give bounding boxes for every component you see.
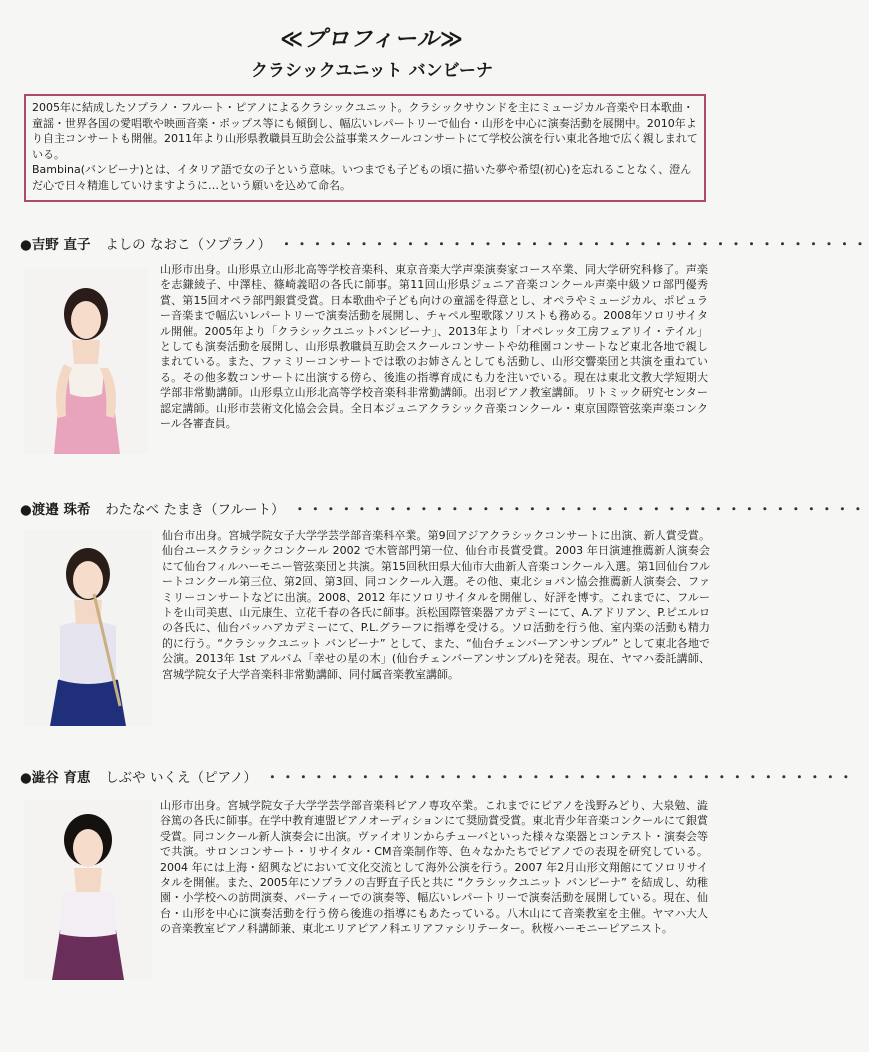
photo-piano xyxy=(24,800,152,980)
member-name: ●渡邉 珠希 xyxy=(20,502,91,518)
member-reading: わたなべ たまき（フルート） xyxy=(105,502,285,518)
page-title: ≪プロフィール≫ xyxy=(280,27,464,52)
member-reading: しぶや いくえ（ピアノ） xyxy=(105,770,257,786)
heading-dots: ・・・・・・・・・・・・・・・・・・・・・・・・・・・・・・・・・・・・・ xyxy=(293,502,867,518)
heading-dots: ・・・・・・・・・・・・・・・・・・・・・・・・・・・・・・・・・・・・・・ xyxy=(279,237,869,253)
intro-box xyxy=(24,94,706,202)
bio-watanabe: 仙台市出身。宮城学院女子大学学芸学部音楽科卒業。第9回アジアクラシックコンサートに出演、新人賞受賞。仙台ユースクラシックコンクール 2002 で木管部門第一位、仙台市長賞受賞。2003 年日演連推薦新人演奏会にて仙台フィルハーモニー管弦楽団と共演。第15回秋田県大仙市大曲新人音楽コンクール入選。第1回仙台フルートコンクール第三位、第2回、第3回、同コンクール入選。その他、東北ショパン協会推薦新人演奏会、ファミリーコンサートなどに出演。2008、2012 年にソロリサイタルを開催し、好評を博す。これまでに、フルートを山司美恵、山元康生、立花千春の各氏に師事。浜松国際管楽器アカデミーにて、A.アドリアン、P.ピエルロの各氏に、仙台バッハアカデミーにて、P.L.グラーフに指導を受ける。ソロ活動を行う他、室内楽の活動も精力的に行う。“クラシックユニット バンビーナ” として、また、“仙台チェンバーアンサンブル” として東北各地で公演。2013年 1st アルバム「幸せの星の木」(仙台チェンバーアンサンブル)を発表。現在、ヤマハ委託講師、宮城学院女子大学音楽科非常勤講師、同付属音楽教室講師。 xyxy=(162,529,710,681)
bio-yoshino: 山形市出身。山形県立山形北高等学校音楽科、東京音楽大学声楽演奏家コース卒業、同大学研究科修了。声楽を志鎌綾子、中澤桂、篠崎義昭の各氏に師事。第11回山形県ジュニア音楽コンクール声楽中級ソロ部門優秀賞、第15回オペラ部門銀賞受賞。日本歌曲や子ども向けの童謡を得意とし、オペラやミュージカル、ポピュラー音楽まで幅広いレパートリーで演奏活動を展開し、チャペル聖歌隊ソリストも務める。2008年ソロリサイタル開催。2005年より「クラシックユニットバンビーナ」、2013年より「オペレッタ工房フェアリイ・テイル」としても演奏活動を展開し、山形県教職員互助会スクールコンサートや幼稚園コンサートなど東北各地で親しまれている。また、ファミリーコンサートでは歌のお姉さんとしても活動し、山形交響楽団と共演を重ねている。その他多数コンサートに出演する傍ら、後進の指導育成にも力を注いでいる。現在は東北文教大学短期大学部非常勤講師。山形県立山形北高等学校音楽科非常勤講師。出羽ピアノ教室講師。リトミック研究センター認定講師。山形市芸術文化協会会員。全日本ジュニアクラシック音楽コンクール・東京国際管弦楽声楽コンクール各審査員。 xyxy=(160,263,708,431)
photo-flute xyxy=(24,530,152,726)
intro-paragraph-2: Bambina(バンビーナ)とは、イタリア語で女の子という意味。いつまでも子どもの頃に描いた夢や希望(初心)を忘れることなく、澄んだ心で日々精進していけますように…という願いを込めて命名。 xyxy=(32,163,692,192)
member-heading-watanabe xyxy=(20,498,867,518)
heading-dots: ・・・・・・・・・・・・・・・・・・・・・・・・・・・・・・・・・・・・・・ xyxy=(265,770,855,786)
member-reading: よしの なおこ（ソプラノ） xyxy=(105,237,272,253)
flutist-portrait-icon xyxy=(24,530,152,726)
member-heading-yoshino xyxy=(20,233,869,253)
photo-soprano xyxy=(24,268,148,454)
member-name: ●澁谷 育恵 xyxy=(20,770,91,786)
bio-shibuya: 山形市出身。宮城学院女子大学学芸学部音楽科ピアノ専攻卒業。これまでにピアノを浅野みどり、大泉勉、澁谷篤の各氏に師事。在学中教育連盟ピアノオーディションにて奨励賞受賞。東北青少年音楽コンクールにて銀賞受賞。同コンクール新人演奏会に出演。ヴァイオリンからチューバといった様々な楽器とコンテスト・演奏会等で共演。サロンコンサート・リサイタル・CM音楽制作等、色々なかたちでピアノでの表現を研究している。2004 年には上海・紹興などにおいて文化交流として海外公演を行う。2007 年2月山形文翔館にてソロリサイタルを開催。また、2005年にソプラノの吉野直子氏と共に “クラシックユニット バンビーナ” を結成し、幼稚園・小学校への訪問演奏、パーティーでの演奏等、幅広いレパートリーで演奏活動を展開している。現在、仙台・山形を中心に演奏活動を行う傍ら後進の指導にもあたっている。八木山にて音楽教室を主催。ヤマハ大人の音楽教室ピアノ科講師兼、東北エリアピアノ科エリアファシリテーター。秋桜ハーモニーピアニスト。 xyxy=(160,799,708,936)
member-heading-shibuya xyxy=(20,766,855,786)
soprano-portrait-icon xyxy=(24,268,148,454)
intro-paragraph-1: 2005年に結成したソプラノ・フルート・ピアノによるクラシックユニット。クラシックサウンドを主にミュージカル音楽や日本歌曲・童謡・世界各国の愛唱歌や映画音楽・ポップス等にも傾倒し、幅広いレパートリーで仙台・山形を中心に演奏活動を展開中。2010年より自主コンサートも開催。2011年より山形県教職員互助会公益事業スクールコンサートにて学校公演を行い東北各地で広く親しまれている。 xyxy=(32,101,698,161)
pianist-portrait-icon xyxy=(24,800,152,980)
member-name: ●吉野 直子 xyxy=(20,237,91,253)
page-subtitle: クラシックユニット バンビーナ xyxy=(251,61,493,81)
